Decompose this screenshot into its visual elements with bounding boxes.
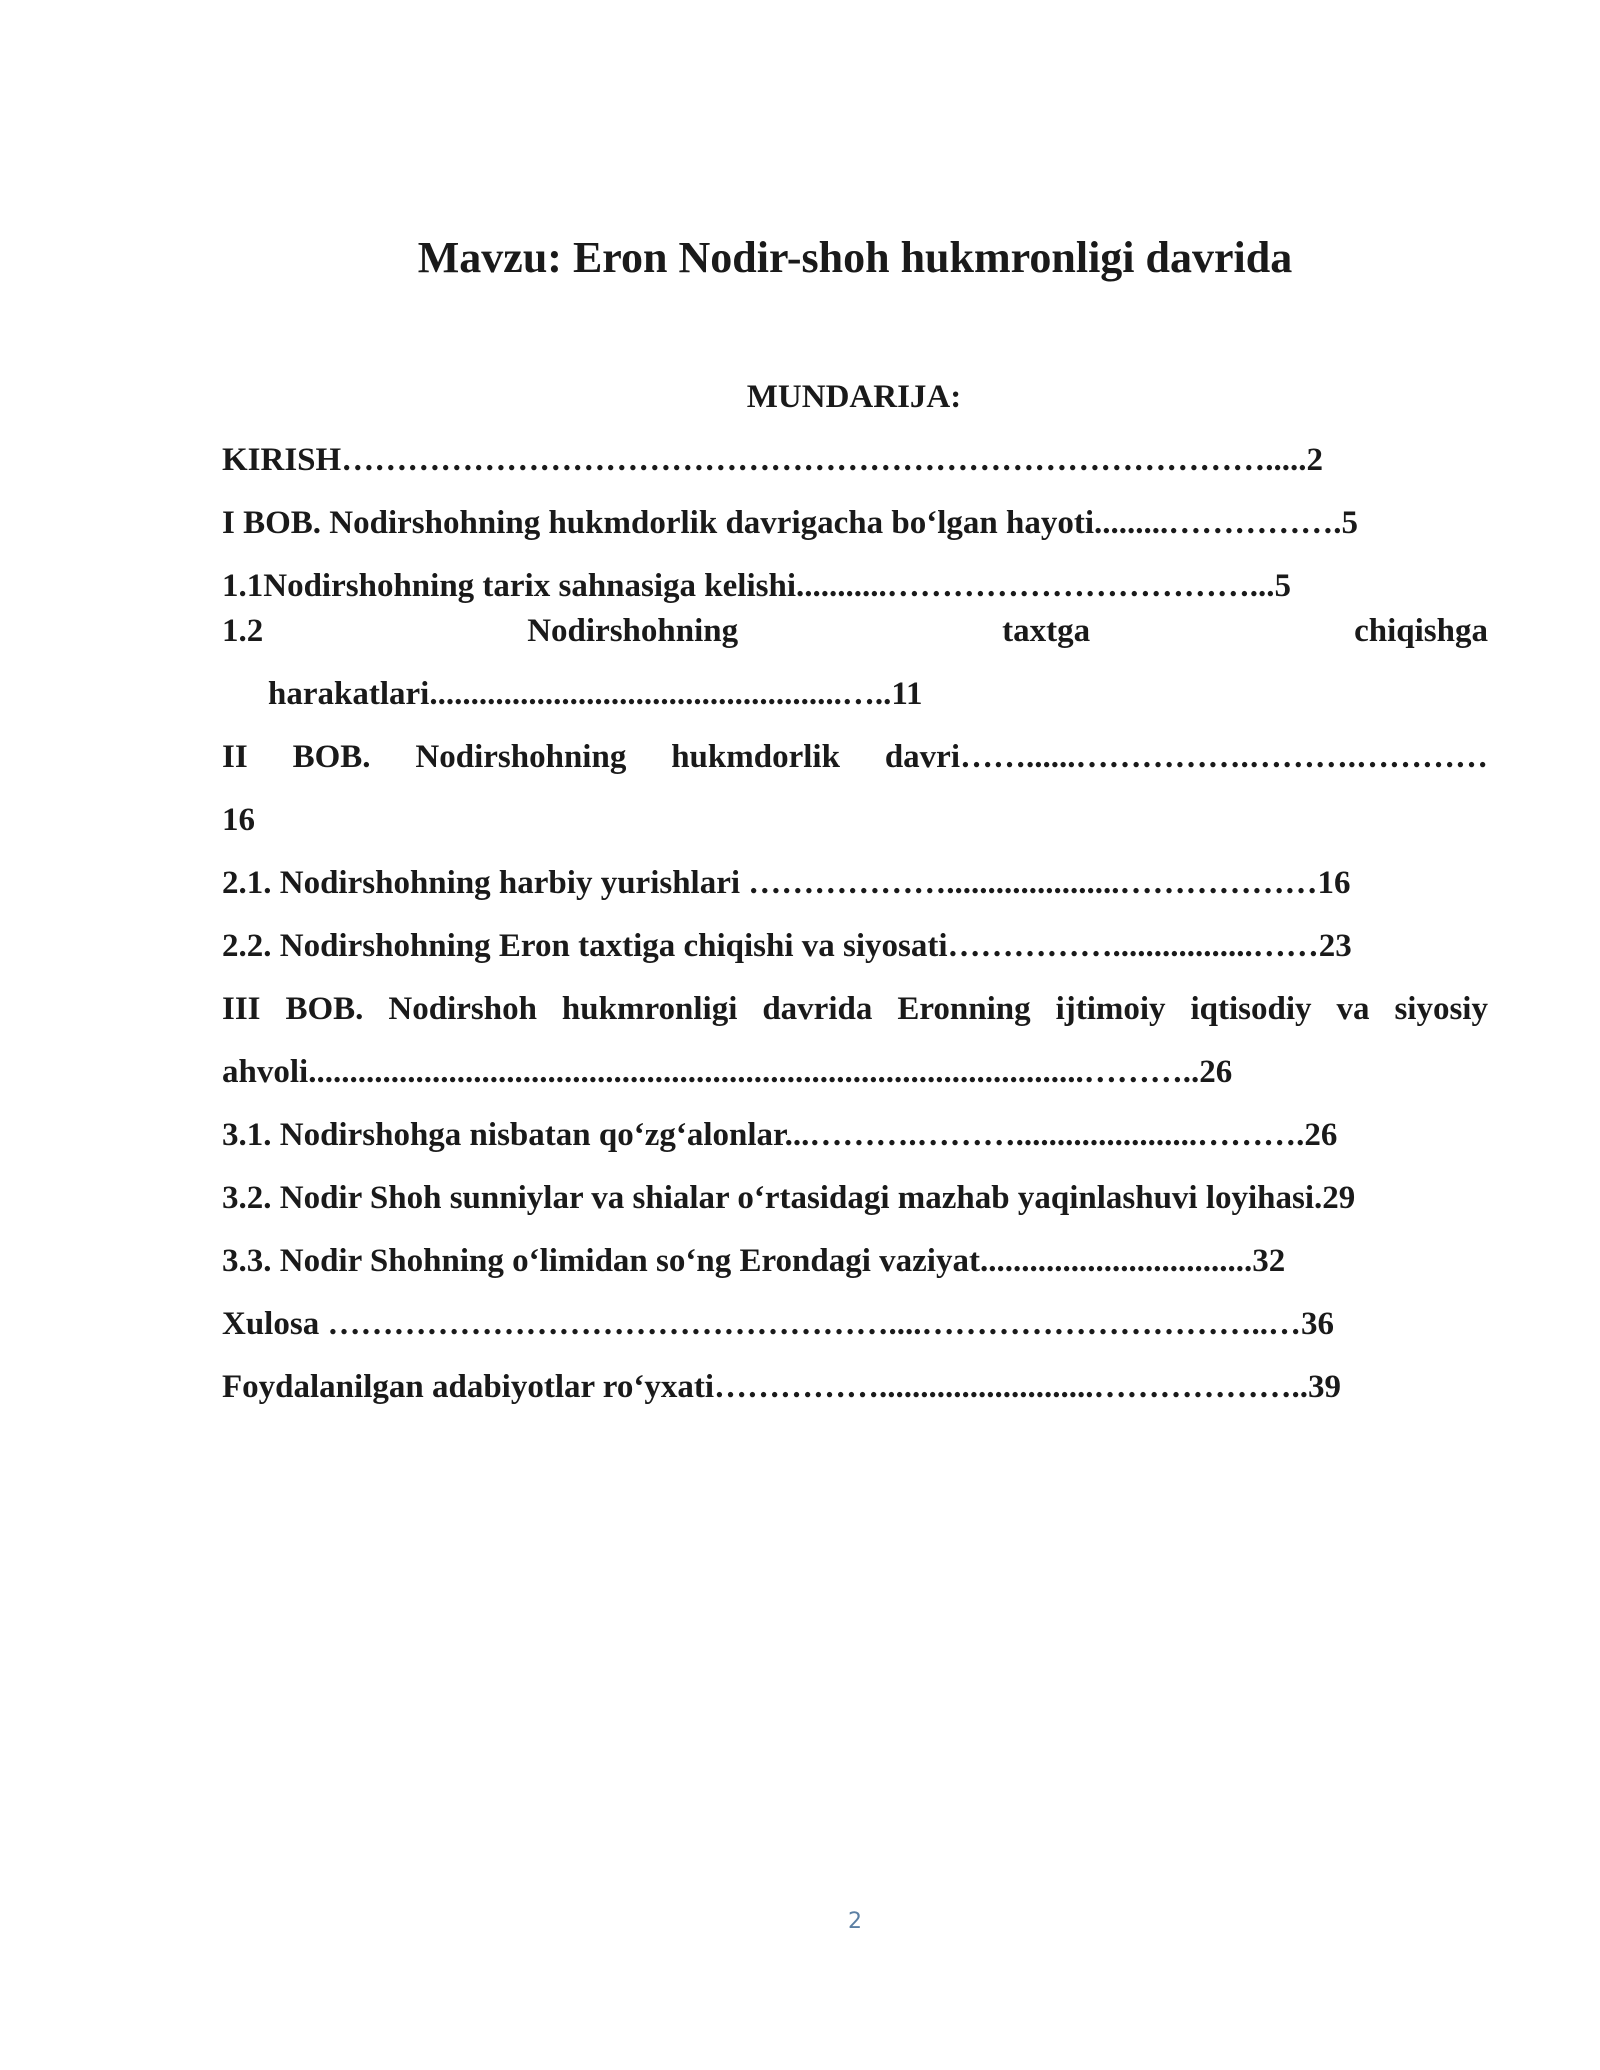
toc-entry-bob-3 — [222, 989, 1488, 1029]
toc-entry-2-2: 2.2. Nodirshohning Eron taxtiga chiqishi va siyosati…………….................……23 — [222, 928, 1352, 964]
toc-entry-3-3: 3.3. Nodir Shohning o‘limidan so‘ng Erondagi vaziyat.................................32 — [222, 1243, 1286, 1279]
toc-entry-bob-2-word: II — [222, 739, 248, 775]
page-number: 2 — [848, 1909, 862, 1934]
toc-entry-bob-3-word: siyosiy — [1394, 991, 1488, 1027]
toc-entry-3-1: 3.1. Nodirshohga nisbatan qo‘zg‘alonlar...……….………......................……….26 — [222, 1117, 1338, 1153]
toc-entry-1-2-continuation: harakatlari..................................................…..11 — [268, 676, 923, 712]
toc-entry-bob-3-word: III — [222, 991, 261, 1027]
toc-entry-bob-3-word: BOB. — [285, 991, 364, 1027]
toc-entry-bob-3-word: iqtisodiy — [1190, 991, 1312, 1027]
toc-entry-3-2: 3.2. Nodir Shoh sunniylar va shialar o‘rtasidagi mazhab yaqinlashuvi loyihasi.29 — [222, 1180, 1356, 1216]
toc-entry-bob-2-word: hukmdorlik — [671, 739, 840, 775]
toc-entry-bob-3-continuation: ahvoli..............................................................................................………..26 — [222, 1054, 1233, 1090]
toc-entry-xulosa: Xulosa ……………………………………………....…………………………..…36 — [222, 1306, 1334, 1342]
toc-entry-bob-3-word: Nodirshoh — [388, 991, 537, 1027]
toc-entry-bob-2-page: 16 — [222, 802, 255, 838]
toc-entry-bob-2-word: BOB. — [292, 739, 371, 775]
toc-entry-bob-2 — [222, 737, 1488, 777]
toc-entry-bob-2-word: Nodirshohning — [415, 739, 627, 775]
toc-entry-bob-1: I BOB. Nodirshohning hukmdorlik davrigacha bo‘lgan hayoti.........…………….5 — [222, 505, 1358, 541]
toc-entry-kirish: KIRISH………………………………………………………………………….....2 — [222, 442, 1323, 478]
document-title: Mavzu: Eron Nodir-shoh hukmronligi davrida — [417, 233, 1293, 282]
toc-entry-bob-3-word: Eronning — [897, 991, 1031, 1027]
toc-entry-1-2-word: Nodirshohning — [527, 613, 739, 649]
toc-entry-bob-3-word: va — [1336, 991, 1370, 1027]
toc-entry-1-2-number: 1.2 — [222, 613, 264, 649]
toc-entry-bob-3-word: ijtimoiy — [1055, 991, 1166, 1027]
toc-entry-1-2-word: chiqishga — [1354, 613, 1488, 649]
toc-entry-bob-3-word: hukmronligi — [561, 991, 738, 1027]
toc-entry-bob-2-word: davri……......…………….……….………… — [884, 739, 1488, 775]
toc-entry-1-2-word: taxtga — [1002, 613, 1091, 649]
toc-entry-adabiyotlar: Foydalanilgan adabiyotlar ro‘yxati……………..........................………………..39 — [222, 1369, 1342, 1405]
toc-entry-2-1: 2.1. Nodirshohning harbiy yurishlari ……………….....................………………16 — [222, 865, 1351, 901]
toc-entry-1-2 — [222, 611, 1488, 651]
toc-entry-bob-3-word: davrida — [762, 991, 873, 1027]
toc-entry-1-1: 1.1Nodirshohning tarix sahnasiga kelishi...........……………………………...5 — [222, 568, 1291, 604]
toc-heading: MUNDARIJA: — [746, 379, 962, 415]
